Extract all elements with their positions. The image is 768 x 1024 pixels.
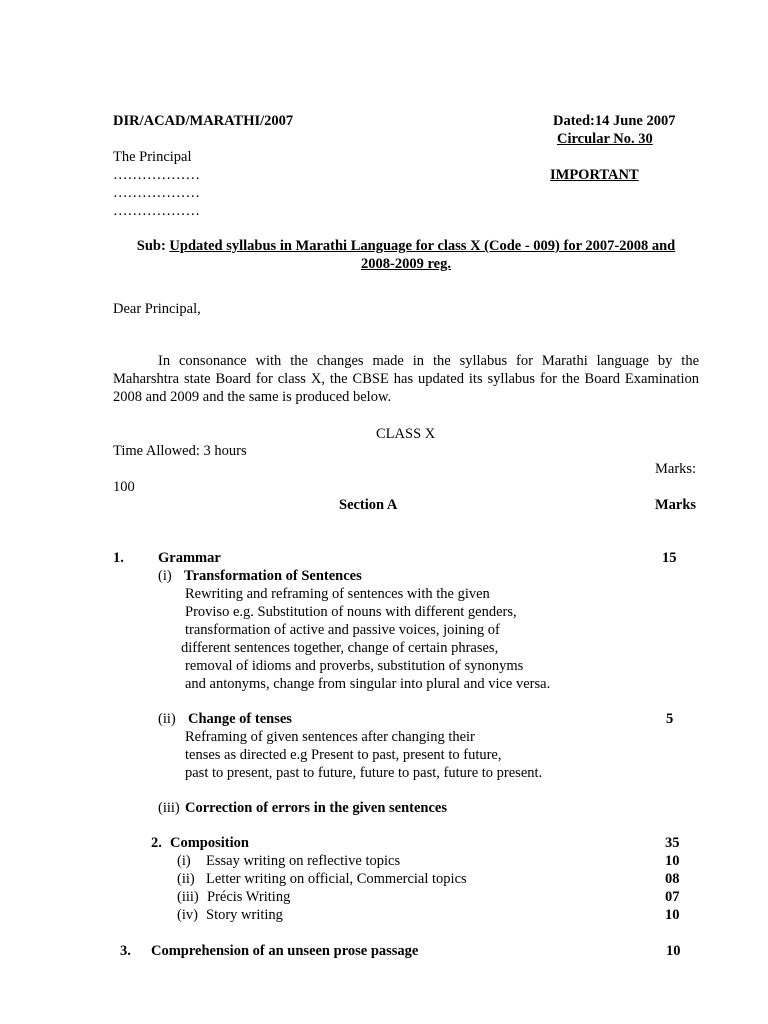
address-line-2: ……………… xyxy=(113,185,200,201)
marks-label: Marks: xyxy=(655,461,697,477)
item-1-sub-1-line: Proviso e.g. Substitution of nouns with different genders, xyxy=(185,604,517,620)
item-2-sub-number: (i) xyxy=(177,853,191,869)
item-2-title: Composition xyxy=(170,835,249,851)
item-2-sub-text: Story writing xyxy=(206,907,283,923)
item-2-sub-marks: 10 xyxy=(665,907,680,923)
item-2-sub-marks: 10 xyxy=(665,853,680,869)
item-1-sub-2-line: tenses as directed e.g Present to past, present to future, xyxy=(185,747,502,763)
section-heading: Section A xyxy=(339,497,398,513)
item-2-sub-number: (iii) xyxy=(177,889,199,905)
class-heading: CLASS X xyxy=(376,426,436,442)
item-1-sub-2-line: Reframing of given sentences after changing their xyxy=(185,729,475,745)
subject-line-1: Updated syllabus in Marathi Language for class X (Code - 009) for 2007-2008 and xyxy=(169,238,676,254)
item-1-sub-2-marks: 5 xyxy=(666,711,674,727)
item-2-marks: 35 xyxy=(665,835,680,851)
subject-prefix: Sub: xyxy=(136,238,170,254)
subject-line-2: 2008-2009 reg. xyxy=(361,256,451,272)
item-1-sub-1-line: and antonyms, change from singular into plural and vice versa. xyxy=(185,676,551,692)
item-1-sub-1-line: different sentences together, change of certain phrases, xyxy=(181,640,499,656)
item-1-sub-1-number: (i) xyxy=(158,568,172,584)
item-1-sub-1-line: Rewriting and reframing of sentences with the given xyxy=(185,586,490,602)
item-2-sub-number: (ii) xyxy=(177,871,195,887)
date: Dated:14 June 2007 xyxy=(553,113,676,129)
item-2-sub-marks: 08 xyxy=(665,871,680,887)
item-3-title: Comprehension of an unseen prose passage xyxy=(151,943,419,959)
item-1-number: 1. xyxy=(113,550,124,566)
reference-number: DIR/ACAD/MARATHI/2007 xyxy=(113,113,294,129)
item-3-number: 3. xyxy=(120,943,131,959)
address-line-1: ……………… xyxy=(113,167,200,183)
marks-total: 100 xyxy=(113,479,135,495)
subject xyxy=(113,237,699,273)
item-1-sub-2-line: past to present, past to future, future to past, future to present. xyxy=(185,765,543,781)
body-paragraph: In consonance with the changes made in the syllabus for Marathi language by the Maharshtra state Board for class X, the CBSE has updated its syllabus for the Board Examination 2008 and 2009 and the same is produced below. xyxy=(113,353,699,405)
item-2-number: 2. xyxy=(151,835,162,851)
circular-number: Circular No. 30 xyxy=(557,131,653,147)
item-1-sub-3-number: (iii) xyxy=(158,800,180,816)
item-1-sub-2-title: Change of tenses xyxy=(188,711,292,727)
item-1-sub-1-line: removal of idioms and proverbs, substitution of synonyms xyxy=(185,658,524,674)
item-3-marks: 10 xyxy=(666,943,681,959)
item-2-sub-marks: 07 xyxy=(665,889,680,905)
item-2-sub-text: Précis Writing xyxy=(207,889,291,905)
item-2-sub-number: (iv) xyxy=(177,907,198,923)
address-line-3: ……………… xyxy=(113,203,200,219)
item-2-sub-text: Essay writing on reflective topics xyxy=(206,853,401,869)
item-1-sub-1-line: transformation of active and passive voices, joining of xyxy=(185,622,500,638)
marks-column-heading: Marks xyxy=(655,497,697,513)
item-1-sub-1-title: Transformation of Sentences xyxy=(184,568,362,584)
item-1-sub-2-number: (ii) xyxy=(158,711,176,727)
item-1-title: Grammar xyxy=(158,550,221,566)
item-1-marks: 15 xyxy=(662,550,677,566)
time-allowed: Time Allowed: 3 hours xyxy=(113,443,247,459)
addressee: The Principal xyxy=(113,149,192,165)
item-2-sub-text: Letter writing on official, Commercial topics xyxy=(206,871,467,887)
salutation: Dear Principal, xyxy=(113,301,201,317)
important-label: IMPORTANT xyxy=(550,167,639,183)
item-1-sub-3-title: Correction of errors in the given sentences xyxy=(185,800,448,816)
